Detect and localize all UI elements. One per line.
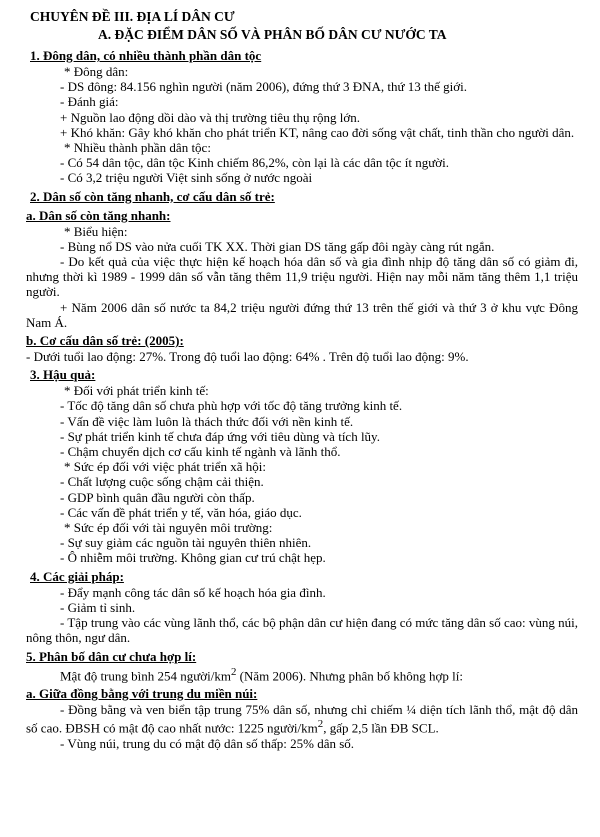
- text-paragraph: - Tập trung vào các vùng lãnh thổ, các bộ phận dân cư hiện đang có mức tăng dân số cao: vùng núi, nông thôn, ngư dân.: [26, 615, 578, 646]
- superscript: 2: [317, 718, 324, 731]
- superscript: 2: [231, 665, 237, 678]
- text-paragraph: [26, 702, 578, 736]
- paragraph-text: - Đồng bằng và ven biển tập trung 75% dân số, nhưng chỉ chiếm ¼ diện tích lãnh thổ, mật độ dân số cao. ĐBSH có mật độ cao nhất nước: 1225 người/km: [26, 702, 578, 736]
- paragraph-text-end: , gấp 2,5 lần ĐB SCL.: [323, 720, 439, 736]
- text-line: - Ô nhiễm môi trường. Không gian cư trú chật hẹp.: [60, 550, 326, 566]
- text-line: - Đẩy mạnh công tác dân số kế hoạch hóa gia đình.: [60, 584, 326, 600]
- subheading-2a: a. Dân số còn tăng nhanh:: [26, 207, 171, 223]
- subheading-5a: a. Giữa đồng bằng với trung du miền núi:: [26, 686, 258, 702]
- text-line: + Nguồn lao động dồi dào và thị trường tiêu thụ rộng lớn.: [60, 109, 361, 125]
- text-line: * Sức ép đối với việc phát triển xã hội:: [64, 459, 267, 475]
- heading-section-4: 4. Các giải pháp:: [30, 568, 124, 584]
- text-line: - Vấn đề việc làm luôn là thách thức đối với nền kinh tế.: [60, 413, 354, 429]
- text-line: - Có 3,2 triệu người Việt sinh sống ở nước ngoài: [60, 170, 313, 186]
- text-line: - Dưới tuổi lao động: 27%. Trong độ tuổi lao động: 64% . Trên độ tuổi lao động: 9%.: [26, 349, 469, 365]
- subheading-2b: b. Cơ cấu dân số trẻ: (2005):: [26, 333, 184, 349]
- text-line: * Biểu hiện:: [64, 223, 128, 239]
- text-line: * Nhiều thành phần dân tộc:: [64, 140, 211, 156]
- text-line: - GDP bình quân đầu người còn thấp.: [60, 489, 255, 505]
- text-line: * Đông dân:: [64, 64, 129, 79]
- intro-text-end: (Năm 2006). Nhưng phân bố không hợp lí:: [236, 667, 464, 683]
- intro-text: Mật độ trung bình 254 người/km: [60, 667, 231, 683]
- text-line: - Đánh giá:: [60, 94, 119, 110]
- text-line: - DS đông: 84.156 nghìn người (năm 2006), đứng thứ 3 ĐNA, thứ 13 thế giới.: [60, 79, 467, 95]
- text-line: - Chậm chuyển dịch cơ cấu kinh tế ngành và lãnh thổ.: [60, 444, 341, 460]
- heading-section-5: 5. Phân bố dân cư chưa hợp lí:: [26, 648, 197, 664]
- text-line: - Sự phát triển kinh tế chưa đáp ứng với tiêu dùng và tích lũy.: [60, 428, 380, 444]
- text-line: * Đối với phát triển kinh tế:: [64, 383, 209, 399]
- text-line: - Vùng núi, trung du có mật độ dân số thấp: 25% dân số.: [60, 735, 355, 751]
- heading-section-2: 2. Dân số còn tăng nhanh, cơ cấu dân số trẻ:: [30, 188, 275, 204]
- text-paragraph: - Do kết quả của việc thực hiện kế hoạch hóa dân số và gia đình nhịp độ tăng dân số có giảm đi, nhưng thời kì 1989 - 1999 dân số vẫn tăng thêm 11,9 triệu người. Hiện nay mỗi năm tăng thêm 1,1 triệu người.: [26, 254, 578, 300]
- text-paragraph: + Năm 2006 dân số nước ta 84,2 triệu người đứng thứ 13 trên thế giới và thứ 3 ở khu vực Đông Nam Á.: [26, 299, 578, 330]
- text-paragraph: + Khó khăn: Gây khó khăn cho phát triển KT, nâng cao đời sống vật chất, tinh thần cho người dân.: [60, 124, 575, 140]
- text-line: - Giảm tỉ sinh.: [60, 599, 136, 615]
- text-line: * Sức ép đối với tài nguyên môi trường:: [64, 520, 273, 536]
- section-title: A. ĐẶC ĐIỂM DÂN SỐ VÀ PHÂN BỐ DÂN CƯ NƯỚC TA: [98, 27, 447, 42]
- text-line: - Bùng nổ DS vào nửa cuối TK XX. Thời gian DS tăng gấp đôi ngày càng rút ngắn.: [60, 238, 495, 254]
- text-line: - Tốc độ tăng dân số chưa phù hợp với tốc độ tăng trưởng kinh tế.: [60, 398, 403, 414]
- text-line: - Chất lượng cuộc sống chậm cải thiện.: [60, 474, 264, 490]
- text-line: - Sự suy giảm các nguồn tài nguyên thiên nhiên.: [60, 535, 312, 551]
- text-line: - Có 54 dân tộc, dân tộc Kinh chiếm 86,2%, còn lại là các dân tộc ít người.: [60, 155, 450, 171]
- text-line: [26, 665, 578, 684]
- chapter-title: CHUYÊN ĐỀ III. ĐỊA LÍ DÂN CƯ: [30, 9, 235, 24]
- heading-section-1: 1. Đông dân, có nhiều thành phần dân tộc: [30, 48, 262, 63]
- text-line: - Các vấn đề phát triển y tế, văn hóa, giáo dục.: [60, 504, 302, 520]
- heading-section-3: 3. Hậu quả:: [30, 367, 96, 383]
